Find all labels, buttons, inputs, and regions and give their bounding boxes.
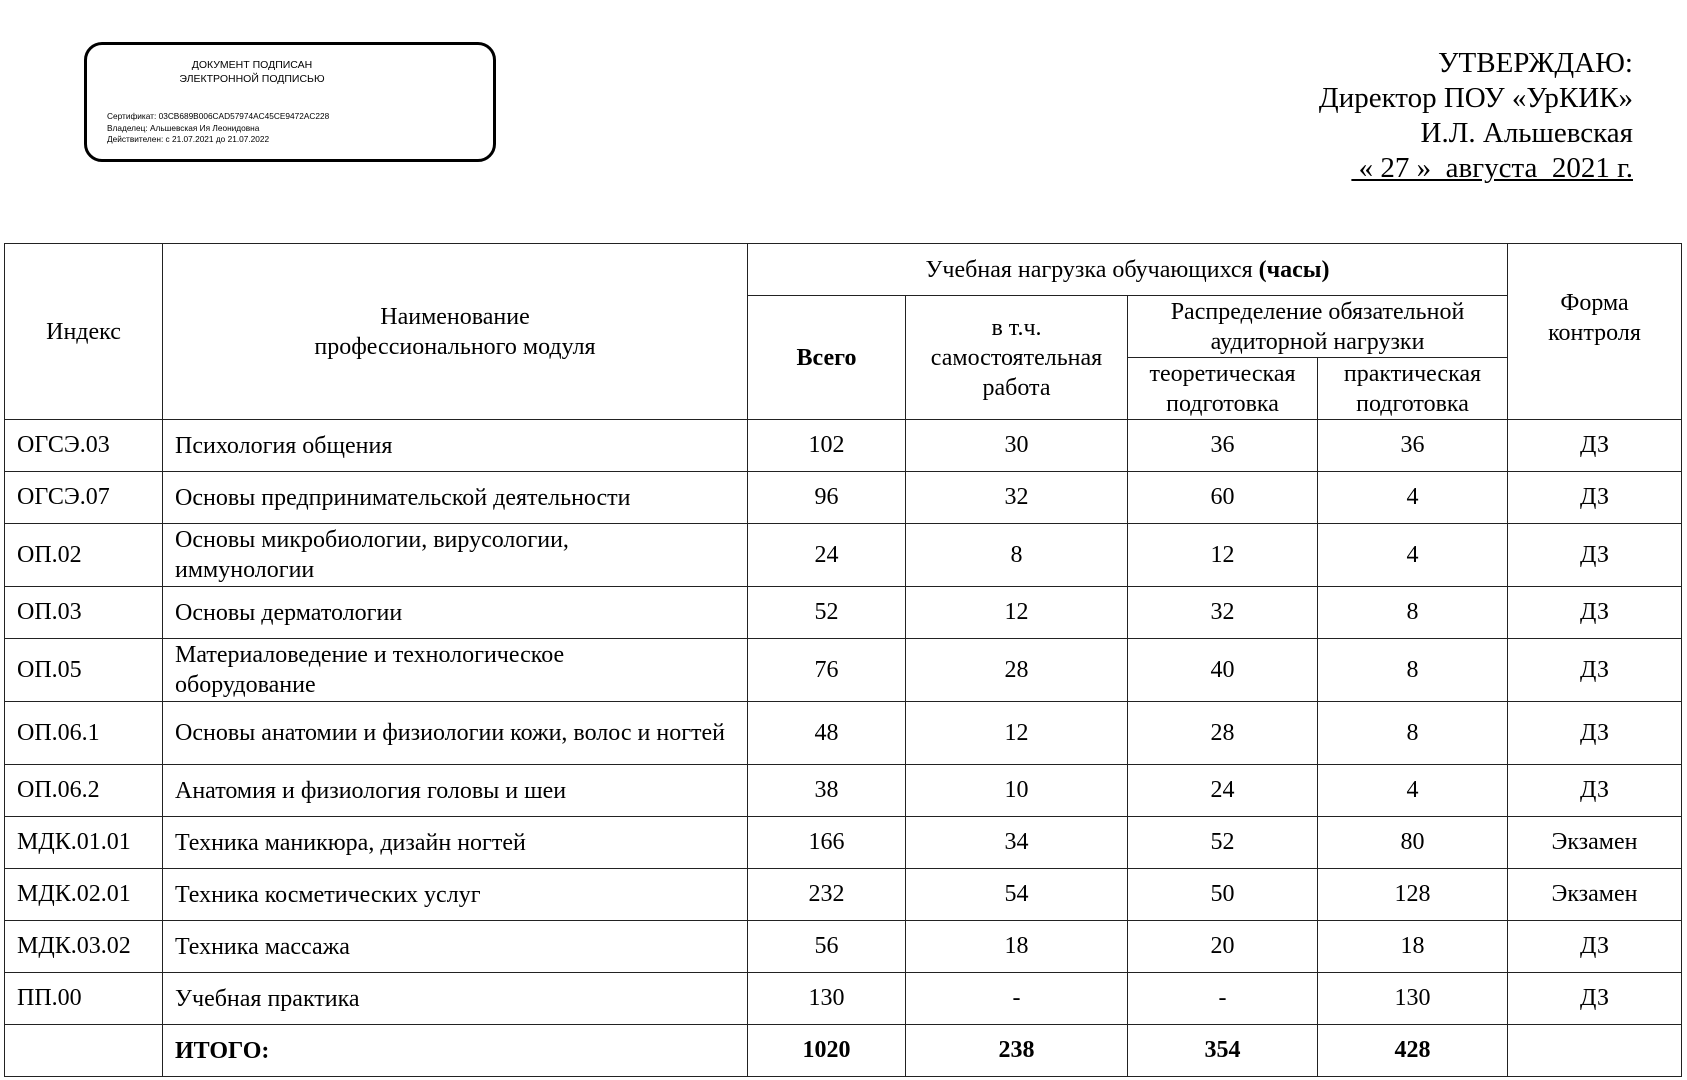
cell-name: Учебная практика — [163, 973, 748, 1025]
totals-practice: 428 — [1318, 1025, 1508, 1077]
cell-self: 12 — [906, 702, 1128, 765]
cell-total: 56 — [748, 921, 906, 973]
cell-index: ОГСЭ.03 — [5, 420, 163, 472]
cell-theory: 12 — [1128, 524, 1318, 587]
cell-practice: 80 — [1318, 817, 1508, 869]
cell-index: ОП.03 — [5, 587, 163, 639]
cell-theory: 32 — [1128, 587, 1318, 639]
cell-index: МДК.01.01 — [5, 817, 163, 869]
table-row — [5, 817, 1682, 869]
cell-control: ДЗ — [1508, 639, 1682, 702]
cell-index: ОГСЭ.07 — [5, 472, 163, 524]
curriculum-table — [4, 243, 1682, 1077]
header-name-line: профессионального модуля — [314, 333, 596, 360]
cell-control: ДЗ — [1508, 472, 1682, 524]
cell-self: 28 — [906, 639, 1128, 702]
cell-index: ОП.06.2 — [5, 765, 163, 817]
cell-total: 48 — [748, 702, 906, 765]
cell-control: ДЗ — [1508, 587, 1682, 639]
cell-control: ДЗ — [1508, 765, 1682, 817]
cell-self: 54 — [906, 869, 1128, 921]
approval-signer: И.Л. Альшевская — [1420, 117, 1633, 149]
header-practice-line: практическая — [1343, 360, 1482, 387]
cell-control: ДЗ — [1508, 702, 1682, 765]
cell-name: Основы предпринимательской деятельности — [163, 472, 748, 524]
stamp-title — [87, 58, 417, 86]
cell-name: Материаловедение и технологическое оборудование — [163, 639, 748, 702]
cell-index-empty — [5, 1025, 163, 1077]
cell-theory: 60 — [1128, 472, 1318, 524]
header-control — [1508, 244, 1682, 420]
header-control-line: Форма — [1560, 290, 1629, 316]
cell-index: ОП.06.1 — [5, 702, 163, 765]
header-practice — [1318, 358, 1508, 420]
totals-self: 238 — [906, 1025, 1128, 1077]
cell-name: Техника косметических услуг — [163, 869, 748, 921]
cell-total: 232 — [748, 869, 906, 921]
table-row — [5, 702, 1682, 765]
cell-index: МДК.03.02 — [5, 921, 163, 973]
stamp-owner: Владелец: Альшевская Ия Леонидовна — [107, 122, 260, 133]
cell-total: 102 — [748, 420, 906, 472]
cell-theory: 40 — [1128, 639, 1318, 702]
header-load-text: Учебная нагрузка обучающихся — [925, 256, 1253, 283]
cell-control: Экзамен — [1508, 817, 1682, 869]
header-control-line: контроля — [1548, 320, 1641, 346]
cell-theory: 24 — [1128, 765, 1318, 817]
header-distribution — [1128, 296, 1508, 358]
cell-practice: 4 — [1318, 472, 1508, 524]
header-total: Всего — [748, 296, 906, 420]
cell-name: Техника массажа — [163, 921, 748, 973]
header-self-line: работа — [982, 374, 1051, 401]
cell-self: - — [906, 973, 1128, 1025]
header-self-line: самостоятельная — [930, 344, 1103, 371]
approval-heading: УТВЕРЖДАЮ: — [1438, 47, 1633, 79]
cell-self: 18 — [906, 921, 1128, 973]
approval-date: « 27 » августа 2021 г. — [1351, 152, 1633, 184]
cell-index: ПП.00 — [5, 973, 163, 1025]
cell-theory: 28 — [1128, 702, 1318, 765]
cell-total: 166 — [748, 817, 906, 869]
cell-control: ДЗ — [1508, 973, 1682, 1025]
header-self-line: в т.ч. — [991, 314, 1042, 341]
approval-position: Директор ПОУ «УрКИК» — [1318, 82, 1633, 114]
cell-control: ДЗ — [1508, 420, 1682, 472]
cell-practice: 4 — [1318, 765, 1508, 817]
header-dist-line: аудиторной нагрузки — [1210, 328, 1425, 355]
table-row — [5, 973, 1682, 1025]
cell-index: ОП.02 — [5, 524, 163, 587]
table-row — [5, 869, 1682, 921]
cell-practice: 128 — [1318, 869, 1508, 921]
table-row — [5, 472, 1682, 524]
header-theory — [1128, 358, 1318, 420]
cell-name: Техника маникюра, дизайн ногтей — [163, 817, 748, 869]
cell-total: 24 — [748, 524, 906, 587]
header-load-unit: (часы) — [1258, 256, 1330, 283]
cell-total: 130 — [748, 973, 906, 1025]
cell-theory: 20 — [1128, 921, 1318, 973]
totals-label: ИТОГО: — [163, 1025, 748, 1077]
stamp-info — [107, 111, 329, 146]
totals-total: 1020 — [748, 1025, 906, 1077]
cell-name: Анатомия и физиология головы и шеи — [163, 765, 748, 817]
cell-self: 34 — [906, 817, 1128, 869]
totals-row — [5, 1025, 1682, 1077]
cell-theory: 52 — [1128, 817, 1318, 869]
cell-name: Основы дерматологии — [163, 587, 748, 639]
header-practice-line: подготовка — [1356, 390, 1469, 417]
cell-theory: 36 — [1128, 420, 1318, 472]
cell-self: 32 — [906, 472, 1128, 524]
header-index: Индекс — [5, 244, 163, 420]
header-theory-line: теоретическая — [1149, 360, 1296, 387]
table-row — [5, 921, 1682, 973]
totals-control-empty — [1508, 1025, 1682, 1077]
table-row — [5, 587, 1682, 639]
stamp-title-line: ЭЛЕКТРОННОЙ ПОДПИСЬЮ — [179, 73, 325, 85]
approval-block — [1319, 46, 1633, 186]
e-signature-stamp — [84, 42, 496, 162]
stamp-title-line: ДОКУМЕНТ ПОДПИСАН — [191, 59, 313, 71]
cell-practice: 8 — [1318, 639, 1508, 702]
cell-self: 8 — [906, 524, 1128, 587]
header-theory-line: подготовка — [1166, 390, 1279, 417]
table-row — [5, 524, 1682, 587]
cell-name: Психология общения — [163, 420, 748, 472]
cell-control: Экзамен — [1508, 869, 1682, 921]
cell-practice: 8 — [1318, 702, 1508, 765]
cell-theory: 50 — [1128, 869, 1318, 921]
cell-theory: - — [1128, 973, 1318, 1025]
cell-practice: 4 — [1318, 524, 1508, 587]
stamp-valid: Действителен: с 21.07.2021 до 21.07.2022 — [107, 134, 270, 144]
table-row — [5, 765, 1682, 817]
cell-name: Основы анатомии и физиологии кожи, волос и ногтей — [163, 702, 748, 765]
cell-practice: 36 — [1318, 420, 1508, 472]
cell-self: 30 — [906, 420, 1128, 472]
cell-practice: 8 — [1318, 587, 1508, 639]
cell-control: ДЗ — [1508, 524, 1682, 587]
header-name-line: Наименование — [380, 303, 530, 330]
table-row — [5, 420, 1682, 472]
cell-practice: 130 — [1318, 973, 1508, 1025]
header-name — [163, 244, 748, 420]
totals-theory: 354 — [1128, 1025, 1318, 1077]
cell-self: 10 — [906, 765, 1128, 817]
cell-total: 38 — [748, 765, 906, 817]
header-load-group — [748, 244, 1508, 296]
cell-self: 12 — [906, 587, 1128, 639]
cell-index: ОП.05 — [5, 639, 163, 702]
cell-practice: 18 — [1318, 921, 1508, 973]
header-dist-line: Распределение обязательной — [1170, 298, 1465, 325]
header-self-work — [906, 296, 1128, 420]
cell-total: 96 — [748, 472, 906, 524]
cell-name: Основы микробиологии, вирусологии, иммунологии — [163, 524, 748, 587]
stamp-certificate: Сертификат: 03CB689B006CAD57974AC45CE9472AC228 — [107, 111, 330, 121]
table-row — [5, 639, 1682, 702]
cell-index: МДК.02.01 — [5, 869, 163, 921]
cell-total: 76 — [748, 639, 906, 702]
cell-control: ДЗ — [1508, 921, 1682, 973]
cell-total: 52 — [748, 587, 906, 639]
